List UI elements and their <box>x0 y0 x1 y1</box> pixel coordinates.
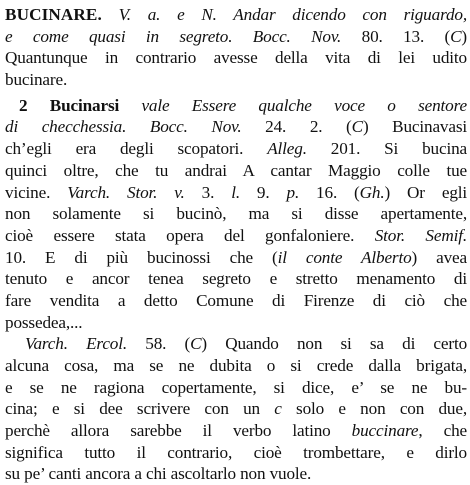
text-line <box>5 26 467 48</box>
text-line <box>5 247 467 269</box>
text-line <box>5 225 467 247</box>
text-segment: Bucinarsi <box>49 95 120 115</box>
text-segment: Varch. Ercol. <box>25 334 128 354</box>
text-segment: 9. <box>239 182 287 202</box>
text-line <box>5 312 467 334</box>
text-segment: ) Quando non si sa di certo <box>201 334 468 354</box>
text-segment: di checchessia. Bocc. Nov. <box>5 117 242 137</box>
text-segment: Gh. <box>359 182 385 202</box>
text-segment: tenuto e ancor tenea segreto e stretto menamento di <box>5 269 467 289</box>
text-segment: V. a. e N. Andar dicendo con riguardo, <box>101 5 467 24</box>
text-segment: bucinare. <box>5 70 68 90</box>
text-segment: 80. 13. ( <box>341 26 451 46</box>
text-segment: ) Bucinavasi <box>362 117 468 137</box>
headword: BUCINARE. <box>5 5 102 24</box>
text-segment: e se ne ragiona copertamente, si dice, e’ se ne bu- <box>5 377 467 397</box>
text-line <box>5 442 467 464</box>
text-segment: solo e non con due, <box>281 399 467 419</box>
text-line <box>5 47 467 69</box>
text-line <box>5 138 467 160</box>
text-line <box>5 203 467 225</box>
text-line <box>5 95 467 117</box>
dictionary-entry <box>5 4 467 485</box>
text-segment: Quantunque in contrario avesse della vita di lei udito <box>5 48 467 68</box>
text-segment: il conte Alberto <box>277 247 412 267</box>
text-segment: ch’egli era degli scopatori. <box>5 139 268 159</box>
text-segment: p. <box>286 182 300 202</box>
text-segment: 3. <box>184 182 232 202</box>
text-line <box>5 398 467 420</box>
text-segment: quinci oltre, che tu andrai A cantar Maggio colle tue <box>5 160 467 180</box>
text-line <box>5 268 467 290</box>
text-segment: buccinare <box>351 421 419 441</box>
text-line <box>5 463 467 485</box>
text-segment: 58. ( <box>127 334 191 354</box>
text-line <box>5 420 467 442</box>
text-segment: Stor. Semif. <box>374 225 468 245</box>
text-segment: non solamente si bucinò, ma si disse apertamente, <box>5 204 467 224</box>
text-segment: c <box>274 399 282 419</box>
text-segment: alcuna cosa, ma se ne dubita o si crede dalla brigata, <box>5 356 467 375</box>
text-line <box>5 116 467 138</box>
text-segment: 10. E di più bucinossi che ( <box>5 247 278 267</box>
text-line <box>5 4 467 26</box>
text-segment: 16. ( <box>299 182 360 202</box>
text-segment: C <box>450 26 462 46</box>
text-segment: possedea,... <box>5 312 83 332</box>
text-segment: fare vendita a detto Comune di Firenze di ciò che <box>5 290 467 310</box>
text-segment: 24. 2. ( <box>241 117 352 137</box>
text-segment: vale Essere qualche voce o sentore <box>119 95 467 115</box>
text-segment: Varch. Stor. v. <box>67 182 185 202</box>
text-line <box>5 290 467 312</box>
text-segment: ) <box>461 26 467 46</box>
text-segment: e come quasi in segreto. Bocc. Nov. <box>5 26 342 46</box>
text-segment: cioè essere stata opera del gonfaloniere. <box>5 225 375 245</box>
text-line <box>5 333 467 355</box>
text-line <box>5 377 467 399</box>
text-segment: l. <box>231 182 240 202</box>
text-segment: ) avea <box>411 247 467 267</box>
text-segment: cina; e si dee scrivere con un <box>5 399 275 419</box>
text-line <box>5 160 467 182</box>
text-segment: Alleg. <box>267 139 307 159</box>
text-line <box>5 69 467 91</box>
text-line <box>5 182 467 204</box>
text-segment: , che <box>418 421 467 441</box>
text-segment: 2 <box>19 95 50 115</box>
text-segment: significa tutto il contrario, cioè trombettare, e dirlo <box>5 442 467 462</box>
text-segment: su pe’ canti ancora a chi ascoltarlo non vuole. <box>5 464 312 484</box>
text-segment: vicine. <box>5 182 68 202</box>
text-segment: C <box>351 117 363 137</box>
text-segment: perchè allora sarebbe il verbo latino <box>5 421 352 441</box>
text-segment: 201. Si bucina <box>306 139 467 159</box>
text-segment: ) Or egli <box>384 182 468 202</box>
text-segment: C <box>190 334 202 354</box>
text-line <box>5 355 467 377</box>
